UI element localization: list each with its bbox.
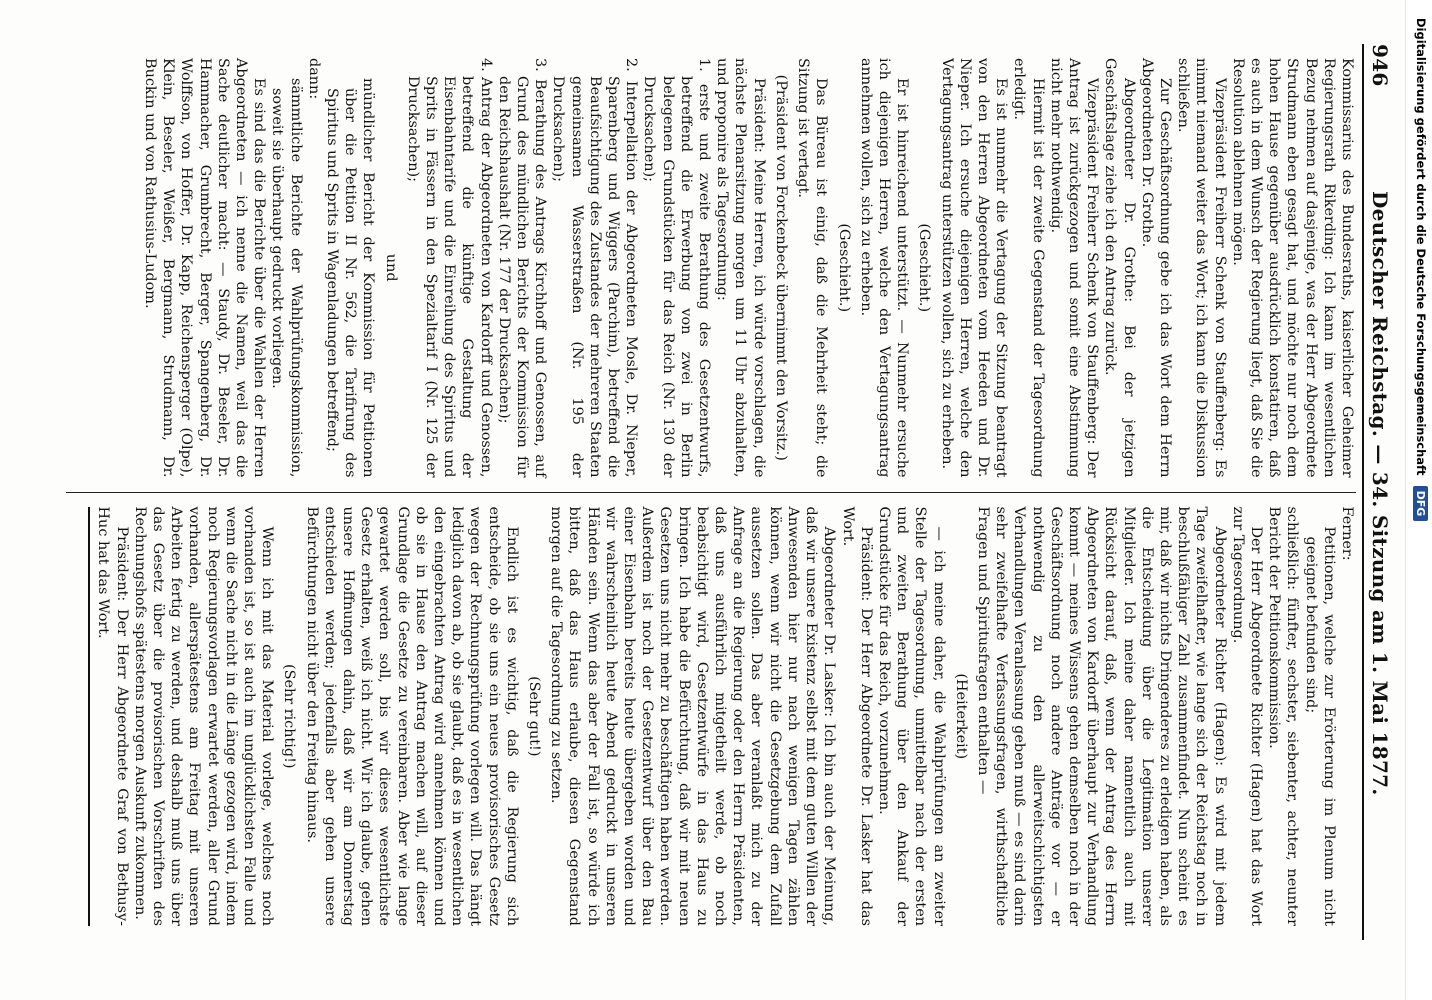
funding-watermark — [1413, 18, 1428, 578]
stage-remark: (Präsident von Forckenbeck übernimmt den Vorsitz.) — [772, 74, 789, 461]
page-header — [1362, 44, 1392, 940]
agenda-item: 3. Berathung des Antrags Kirchhoff und Genossen, auf Grund des mündlichen Berichts der Kommission für den Reichshaushalt (Nr. 177 der Drucksachen); — [495, 58, 549, 478]
agenda-item: 1. erste und zweite Berathung des Gesetzentwurfs, betreffend die Erwerbung von zwei in Berlin belegenen Grundstücken für das Reich (Nr. 130 der Drucksachen); — [641, 58, 713, 478]
paragraph: Vizepräsident Freiherr Schenk von Stauffenberg: Es nimmt niemand weiter das Wort; ich kann die Diskussion schließen. — [1175, 58, 1228, 478]
paragraph: Zur Geschäftsordnung gebe ich das Wort dem Herrn Abgeordneten Dr. Grothe. — [1138, 58, 1173, 478]
column-left — [66, 44, 1356, 492]
page-number: 946 — [1368, 44, 1392, 87]
paragraph: Kommissarius des Bundesraths, kaiserlicher Geheimer Regierungsrath Rikerding: Ich kann im wesentlichen Bezug nehmen auf dasjenige, was der Herr Abgeordnete Strudmann eben gesagt hat, und möchte nur noch dem hohen Hause gegenüber ausdrücklich konstatiren, daß es auch in dem Wunsch der Regierung liegt, daß Sie die Resolution ablehnen mögen. — [1229, 58, 1355, 478]
paragraph: Abgeordneter Dr. Lasker: Ich bin auch der Meinung, daß wir unsere Existenz selbst mit dem guten Willen der Anwesenden hier nur nach wenigen Tagen zählen können, wenn wir nicht die Gesetzgebung dem Zufall aussetzen sollen. Das aber veranlaßt mich zu der Anfrage an die Regierung oder den Herrn Präsidenten, daß uns ausführlich mitgetheilt werde, ob noch beabsichtigt wird, Gesetzentwürfe in das Haus zu bringen. Ich habe die Befürchtung, daß wir mit neuen Gesetzen uns nicht mehr zu beschäftigen haben werden. Außerdem ist noch der Gesetzentwurf über den Bau einer Eisenbahn bereits heute übergeben worden und wir wahrscheinlich heute Abend gedruckt in unseren Händen sein. Wenn das aber der Fall ist, so würde ich bitten, daß das Haus erlaube, diesen Gegenstand morgen auf die Tagesordnung zu setzen. — [548, 506, 838, 926]
label-dann: dann: — [305, 58, 322, 100]
stage-remark: (Sehr richtig!) — [281, 663, 298, 769]
paragraph: Abgeordneter Richter (Hagen): Es wird mit jedem Tage zweifelhafter, wie lange sich der Reichstag noch in beschlußfähiger Zahl zusammenfindet. Nun scheint es mir, daß wir nichts Dringenderes zu erledigen haben, als die Entscheidung über die Legitimation unserer Mitglieder. Ich meine daher namentlich auch mit Rücksicht darauf, daß, wenn der Antrag des Herrn Abgeordneten von Kardorff überhaupt zur Verhandlung kommt — meines Wissens gehen demselben noch in der Geschäftsordnung noch andere Anträge vor — er nothwendig zu den allerweitschichtigsten Verhandlungen Veranlassung geben muß — es sind darin sehr zweifelhafte Verfassungsfragen, wirthschaftliche Fragen und Spiritusfragen enthalten — — [974, 506, 1228, 926]
paragraph: Präsident: Der Herr Abgeordnete Graf von Bethusy-Huc hat das Wort. — [95, 506, 130, 926]
paragraph: Es ist nunmehr die Vertagung der Sitzung beantragt von den Herren Abgeordneten vom Heeden und Dr. Nieper. Ich ersuche diejenigen Herren, welche den Vertagungsantrag unterstützen wollen, sich zu erheben. — [938, 58, 1010, 478]
paragraph: sämmtliche Berichte der Wahlprüfungskommission, soweit sie überhaupt gedruckt vorliegen. — [269, 78, 304, 478]
column-right — [66, 492, 1356, 941]
dfg-logo: DFG — [1413, 486, 1428, 522]
paragraph: Petitionen, welche zur Erörterung im Plenum nicht geeignet befunden sind; — [1302, 526, 1337, 926]
stage-remark: (Heiterkeit) — [952, 673, 969, 760]
paragraph: mündlicher Bericht der Kommission für Petitionen über die Petition II Nr. 562, die Tarifirung des Spiritus und Sprits in Wagenladungen betreffend; — [324, 78, 377, 478]
paragraph: Das Büreau ist einig, daß die Mehrheit steht; die Sitzung ist vertagt. — [795, 58, 830, 478]
watermark-text: Digitalisierung gefördert durch die Deutsche Forschungsgemeinschaft — [1414, 18, 1428, 476]
paragraph: Ferner: — [1339, 506, 1355, 561]
paragraph: schließlich: fünfter, sechster, siebenter, achter, neunter Bericht der Petitionskommission. — [1266, 506, 1301, 926]
paragraph: Endlich ist es wichtig, daß die Regierung sich entscheide, ob sie uns ein neues provisorisches Gesetz wegen der Rechnungsprüfung vorlegen will. Das hängt lediglich davon ab, ob sie glaubt, daß es in wesentlichen den eingebrachten Antrag wird annehmen können und ob sie in Hause den Antrag machen will, auf dieser Grundlage die Gesetze zu vereinbaren. Aber wie lange gewartet werden soll, bis wir dieses wesentlichste Gesetz erhalten, weiß ich nicht. Wir ich glaube, gehen unsere Hoffnungen dahin, daß wir am Donnerstag entschieden werden; jedenfalls aber gehen unsere Befürchtungen nicht über den Freitag hinaus. — [303, 506, 520, 926]
stage-remark: (Geschieht.) — [835, 223, 852, 313]
agenda-item: 2. Interpellation der Abgeordneten Mosle, Dr. Nieper, Sparenberg und Wiggers (Parchim), betreffend die Beaufsichtigung des Zustandes der mehreren Staaten gemeinsamen Wasserstraßen (Nr. 195 der Drucksachen); — [550, 58, 640, 478]
agenda-list — [404, 58, 713, 478]
paragraph: Wenn ich mit das Material vorlege, welches noch vorhanden ist, so ist auch im unglücklichsten Falle und wenn die Sache nicht in die Länge gezogen wird, indem noch Regierungsvorlagen erwartet werden, aller Grund vorhanden, allerspätestens am Freitag mit unseren Arbeiten fertig zu werden, und deshalb muß uns über das Gesetz über die provisorischen Vorschriften des Rechnungshofs spätestens morgen Auskunft zukommen. — [131, 506, 276, 926]
paragraph: Präsident: Der Herr Abgeordnete Dr. Lasker hat das Wort. — [839, 506, 874, 926]
stage-remark: (Sehr gut!) — [526, 676, 543, 757]
paragraph: Der Herr Abgeordnete Richter (Hagen) hat das Wort zur Tagesordnung. — [1229, 506, 1264, 926]
conjunction: und — [382, 253, 399, 282]
paragraph: Vizepräsident Freiherr Schenk von Stauffenberg: Der Antrag ist zurückgezogen und somit eine Abstimmung nicht mehr nothwendig. — [1047, 58, 1101, 478]
stage-remark: (Geschieht.) — [916, 223, 933, 313]
page-title: Deutscher Reichstag. — 34. Sitzung am 1. Mai 1877. — [1368, 190, 1392, 796]
text-columns — [66, 44, 1356, 940]
paragraph: — ich meine daher, die Wahlprüfungen an zweiter Stelle der Tagesordnung, unmittelbar nach der ersten und zweiten Berathung über den Ankauf der Grundstücke für das Reich, vorzunehmen. — [875, 506, 947, 926]
paragraph: Hiermit ist der zweite Gegenstand der Tagesordnung erledigt. — [1011, 58, 1046, 478]
paragraph: Präsident: Meine Herren, ich würde vorschlagen, die nächste Plenarsitzung morgen um 11 Uhr abzuhalten, und proponire als Tagesordnung: — [714, 58, 767, 478]
paragraph: Abgeordneter Dr. Grothe: Bei der jetzigen Geschäftslage ziehe ich den Antrag zurück. — [1102, 58, 1137, 478]
agenda-item: 4. Antrag der Abgeordneten von Kardorff und Genossen, betreffend die künftige Gestaltung der Eisenbahntarife und die Einreihung des Spiritus und Sprits in Fässern in den Spezialtarif I (Nr. 125 der Drucksachen); — [404, 58, 494, 478]
paragraph: Er ist hinreichend unterstützt. — Nunmehr ersuche ich diejenigen Herren, welche den Vertagungsantrag annehmen wollen, sich zu erheben. — [857, 58, 911, 478]
end-rule — [88, 507, 90, 927]
paragraph: Es sind das die Berichte über die Wahlen der Herren Abgeordneten — ich nenne die Namen, weil das die Sache deutlicher macht: — Staudy, Dr. Beseler, Dr. Hammacher, Grumbrecht, Berger, Spangenberg, Dr. Wolffson, von Hoffer, Dr. Kapp, Reichensperger (Olpe), Klein, Beseler, Weißer, Bergmann, Strudmann, Dr. Buckin und von Rathusius-Ludom. — [142, 58, 268, 478]
